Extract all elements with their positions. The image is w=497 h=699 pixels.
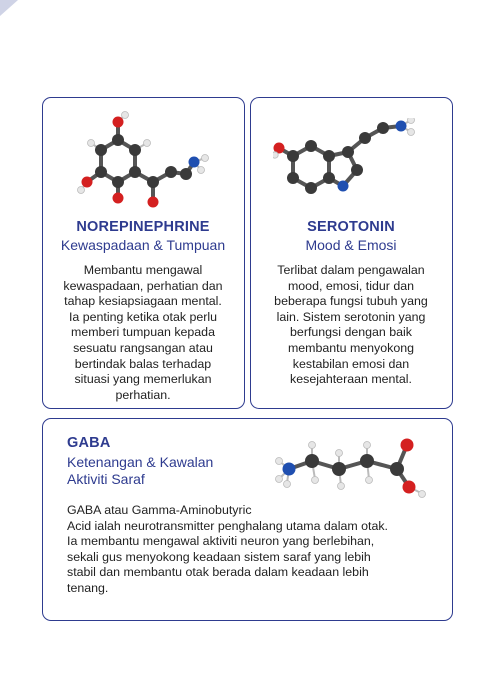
gaba-description	[67, 503, 388, 597]
serotonin-molecule-icon	[273, 118, 433, 208]
text-line: kestabilan emosi dan	[292, 356, 410, 371]
norepinephrine-title: NOREPINEPHRINE	[76, 219, 210, 235]
text-line: tenang.	[67, 580, 109, 595]
norepinephrine-description	[43, 263, 243, 403]
gaba-subtitle-line1: Ketenangan & Kawalan	[67, 454, 214, 470]
text-line: GABA atau Gamma-Aminobutyric	[67, 503, 252, 517]
gaba-subtitle-line2: Aktiviti Saraf	[67, 471, 145, 487]
serotonin-description	[251, 263, 451, 388]
text-line: perhatian.	[115, 387, 171, 402]
text-line: memberi tumpuan kepada	[71, 325, 215, 340]
text-line: Acid ialah neurotransmitter penghalang utama dalam otak.	[67, 518, 388, 533]
text-line: tahap kesiapsiagaan mental.	[64, 294, 222, 309]
serotonin-card	[250, 97, 453, 409]
serotonin-subtitle: Mood & Emosi	[305, 237, 397, 253]
serotonin-title: SEROTONIN	[307, 219, 395, 235]
text-line: sesuatu rangsangan atau	[73, 340, 213, 355]
text-line: lain. Sistem serotonin yang	[276, 309, 426, 324]
text-line: Membantu mengawal	[83, 263, 203, 277]
text-line: Ia membantu mengawal aktiviti neuron yang berlebihan,	[67, 534, 375, 549]
text-line: Terlibat dalam pengawalan	[277, 263, 425, 277]
text-line: beberapa fungsi tubuh yang	[274, 294, 428, 309]
corner-decoration	[0, 0, 20, 20]
text-line: stabil dan membantu otak berada dalam keadaan lebih	[67, 565, 369, 580]
text-line: situasi yang memerlukan	[74, 372, 212, 387]
text-line: kesejahteraan mental.	[290, 372, 412, 387]
norepinephrine-molecule-icon	[73, 110, 223, 220]
text-line: membantu menyokong	[287, 340, 415, 355]
gaba-title: GABA	[67, 435, 111, 451]
norepinephrine-card	[42, 97, 245, 409]
text-line: bertindak balas terhadap	[74, 356, 212, 371]
norepinephrine-subtitle: Kewaspadaan & Tumpuan	[60, 237, 226, 253]
text-line: Ia penting ketika otak perlu	[68, 309, 218, 324]
text-line: berfungsi dengan baik	[290, 325, 412, 340]
text-line: mood, emosi, tidur dan	[287, 278, 415, 293]
text-line: kewaspadaan, perhatian dan	[63, 278, 223, 293]
gaba-molecule-icon	[269, 431, 439, 506]
text-line: sekali gus menyokong keadaan sistem saraf yang lebih	[67, 549, 371, 564]
gaba-card	[42, 418, 453, 621]
